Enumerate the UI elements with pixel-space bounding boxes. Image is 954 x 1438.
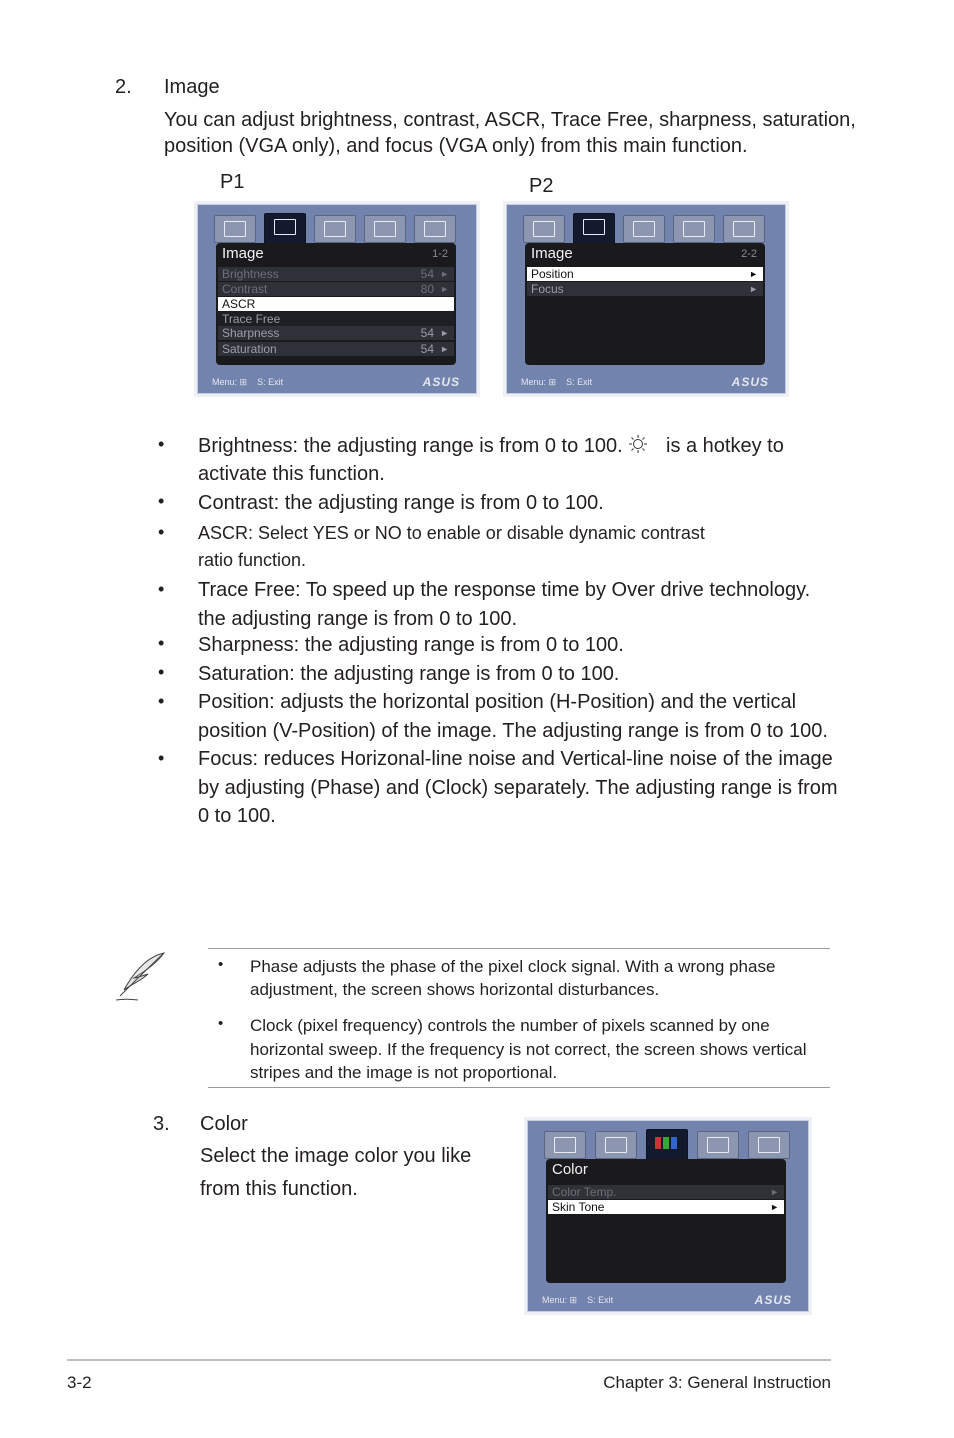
- bullet: •: [158, 434, 165, 454]
- phase-note: Phase adjusts the phase of the pixel clock signal. With a wrong phase: [250, 957, 776, 976]
- ascr-text-cont: ratio function.: [198, 550, 307, 570]
- osd-row-brightness: Brightness 54 ►: [218, 267, 454, 281]
- bullet: •: [158, 748, 165, 768]
- p2-label: P2: [529, 175, 554, 197]
- image-tab-icon: [264, 213, 306, 245]
- ascr-text: ASCR: Select YES or NO to enable or disable dynamic contrast: [198, 523, 705, 543]
- osd-row-color-temp: Color Temp. ►: [548, 1185, 784, 1199]
- osd-menu-hint: Menu: ⊞ S: Exit: [212, 377, 284, 387]
- sharpness-text: Sharpness: the adjusting range is from 0 to 100.: [198, 634, 624, 656]
- bullet: •: [158, 491, 165, 511]
- color-tab-icon: [646, 1129, 688, 1161]
- osd-screen-p2: [506, 204, 786, 394]
- section-number: 3.: [153, 1113, 170, 1135]
- asus-logo: ASUS: [731, 375, 769, 389]
- focus-text-cont: by adjusting (Phase) and (Clock) separately. The adjusting range is from: [198, 777, 838, 799]
- position-text-cont: position (V-Position) of the image. The adjusting range is from 0 to 100.: [198, 720, 828, 742]
- osd-row-contrast: Contrast 80 ►: [218, 282, 454, 296]
- osd-page-number: 2-2: [741, 248, 757, 260]
- focus-text-cont2: 0 to 100.: [198, 805, 276, 827]
- osd-row-position: Position ►: [527, 267, 763, 281]
- section-title: Color: [200, 1113, 248, 1135]
- system-setup-tab-icon: [748, 1131, 790, 1159]
- bullet: •: [158, 662, 165, 682]
- osd-title: Color: [552, 1161, 588, 1178]
- section-desc-line1: Select the image color you like: [200, 1145, 472, 1167]
- osd-panel: [546, 1159, 786, 1283]
- osd-row-saturation: Saturation 54 ►: [218, 342, 454, 356]
- image-tab-icon: [595, 1131, 637, 1159]
- input-select-tab-icon: [364, 215, 406, 243]
- system-setup-tab-icon: [414, 215, 456, 243]
- bullet: •: [218, 956, 224, 973]
- clock-note-cont2: stripes and the image is not proportional.: [250, 1063, 558, 1082]
- osd-panel: [216, 243, 456, 365]
- contrast-text: Contrast: the adjusting range is from 0 to 100.: [198, 492, 604, 514]
- color-tab-icon: [314, 215, 356, 243]
- section-desc-line2: position (VGA only), and focus (VGA only) from this main function.: [164, 135, 748, 157]
- osd-title: Image: [531, 245, 573, 262]
- section-desc-line2: from this function.: [200, 1178, 358, 1200]
- bullet: •: [158, 522, 165, 542]
- position-text: Position: adjusts the horizontal position (H-Position) and the vertical: [198, 691, 797, 713]
- osd-menu-hint: Menu: ⊞ S: Exit: [521, 377, 593, 387]
- section-number: 2.: [115, 76, 132, 98]
- p1-label: P1: [220, 171, 245, 193]
- bullet: •: [158, 633, 165, 653]
- osd-panel: [525, 243, 765, 365]
- trace-free-text-cont: the adjusting range is from 0 to 100.: [198, 608, 518, 630]
- osd-screen-color: [527, 1120, 809, 1312]
- osd-title: Image: [222, 245, 264, 262]
- input-select-tab-icon: [697, 1131, 739, 1159]
- clock-note-cont: horizontal sweep. If the frequency is not correct, the screen shows vertical: [250, 1040, 807, 1059]
- osd-row-skin-tone: Skin Tone ►: [548, 1200, 784, 1214]
- note-top-rule: [208, 948, 830, 949]
- bullet: •: [158, 579, 165, 599]
- splendid-tab-icon: [214, 215, 256, 243]
- trace-free-text: Trace Free: To speed up the response time by Over drive technology.: [198, 579, 811, 601]
- note-bottom-rule: [208, 1087, 830, 1088]
- input-select-tab-icon: [673, 215, 715, 243]
- bullet: •: [158, 691, 165, 711]
- brightness-hotkey-icon: [628, 434, 648, 454]
- splendid-tab-icon: [544, 1131, 586, 1159]
- brightness-text-cont: activate this function.: [198, 463, 385, 485]
- brightness-text: Brightness: the adjusting range is from 0 to 100.: [198, 435, 623, 457]
- splendid-tab-icon: [523, 215, 565, 243]
- asus-logo: ASUS: [754, 1293, 792, 1307]
- focus-text: Focus: reduces Horizonal-line noise and Vertical-line noise of the image: [198, 748, 833, 770]
- saturation-text: Saturation: the adjusting range is from 0 to 100.: [198, 663, 620, 685]
- footer-rule: [67, 1359, 831, 1361]
- note-feather-icon: [112, 950, 168, 1004]
- image-tab-icon: [573, 213, 615, 245]
- osd-row-focus: Focus ►: [527, 282, 763, 296]
- osd-row-ascr: ASCR: [218, 297, 454, 311]
- osd-row-sharpness: Sharpness 54 ►: [218, 326, 454, 340]
- clock-note: Clock (pixel frequency) controls the number of pixels scanned by one: [250, 1016, 770, 1035]
- phase-note-cont: adjustment, the screen shows horizontal disturbances.: [250, 980, 660, 999]
- bullet: •: [218, 1015, 224, 1032]
- system-setup-tab-icon: [723, 215, 765, 243]
- asus-logo: ASUS: [422, 375, 460, 389]
- osd-page-number: 1-2: [432, 248, 448, 260]
- brightness-text-hotkey: is a hotkey to: [666, 435, 784, 457]
- osd-menu-hint: Menu: ⊞ S: Exit: [542, 1295, 614, 1305]
- chapter-title: Chapter 3: General Instruction: [603, 1373, 831, 1392]
- page-number: 3-2: [67, 1373, 92, 1392]
- color-tab-icon: [623, 215, 665, 243]
- section-title: Image: [164, 76, 220, 98]
- osd-screen-p1: [197, 204, 477, 394]
- section-desc-line1: You can adjust brightness, contrast, ASCR, Trace Free, sharpness, saturation,: [164, 109, 856, 131]
- osd-row-trace-free: Trace Free: [218, 312, 454, 326]
